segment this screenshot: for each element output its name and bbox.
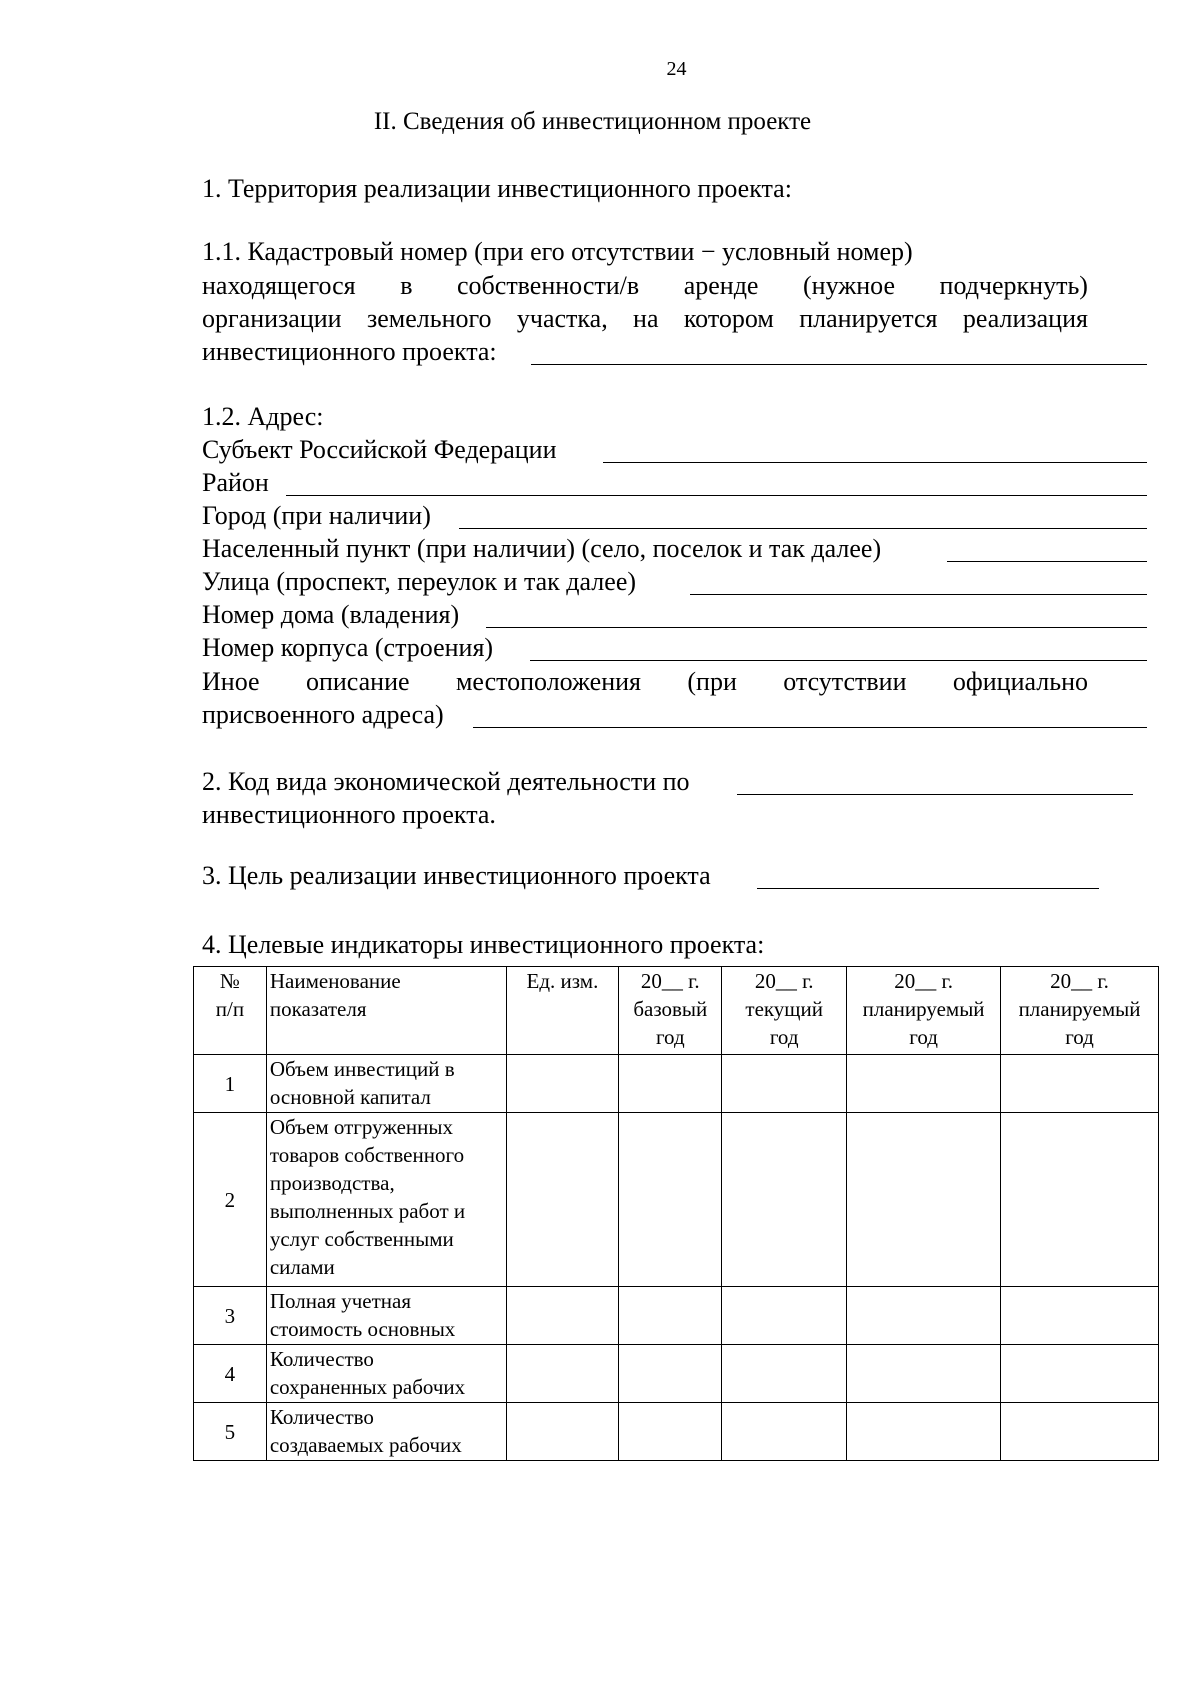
word: Иное <box>202 667 260 696</box>
value-cell[interactable] <box>619 1055 722 1113</box>
header-text: год <box>769 1025 799 1049</box>
table-header-row <box>194 967 1159 1055</box>
item-1-1-line3 <box>202 304 1088 334</box>
district-field[interactable] <box>286 495 1147 496</box>
settlement-field[interactable] <box>947 561 1147 562</box>
row-num: 1 <box>194 1055 267 1113</box>
section-title: II. Сведения об инвестиционном проекте <box>373 108 812 135</box>
item-1-1-line1: 1.1. Кадастровый номер (при его отсутствии − условный номер) <box>202 237 913 266</box>
row-name-line: Объем инвестиций в <box>269 1057 455 1081</box>
row-name-line: Объем отгруженных <box>269 1115 454 1139</box>
unit-cell[interactable] <box>506 1403 619 1461</box>
header-text: п/п <box>215 997 245 1021</box>
unit-cell[interactable] <box>506 1287 619 1345</box>
value-cell[interactable] <box>619 1403 722 1461</box>
building-label: Номер корпуса (строения) <box>202 633 494 662</box>
header-text: 20__ г. <box>1050 969 1109 993</box>
building-field[interactable] <box>530 660 1147 661</box>
value-cell[interactable] <box>619 1113 722 1287</box>
header-text: планируемый <box>862 997 985 1021</box>
city-field[interactable] <box>459 528 1147 529</box>
word: местоположения <box>455 667 641 696</box>
street-field[interactable] <box>690 594 1147 595</box>
table-row <box>194 1055 1159 1113</box>
okved-code-field[interactable] <box>737 794 1133 795</box>
word: описание <box>305 667 410 696</box>
table-row <box>194 1287 1159 1345</box>
word: участка, <box>516 304 608 333</box>
word: официально <box>952 667 1088 696</box>
word: в <box>400 271 413 300</box>
value-cell[interactable] <box>722 1113 847 1287</box>
word: организации <box>202 304 342 333</box>
house-label: Номер дома (владения) <box>202 600 460 629</box>
header-text: № <box>219 969 240 993</box>
row-num: 2 <box>194 1113 267 1287</box>
word: земельного <box>366 304 492 333</box>
row-name <box>266 1287 506 1345</box>
header-text: показателя <box>269 997 367 1021</box>
header-text: базовый <box>633 997 708 1021</box>
header-unit <box>506 967 619 1055</box>
item-4-label: 4. Целевые индикаторы инвестиционного проекта: <box>202 930 765 959</box>
other-location-line1 <box>202 667 1088 697</box>
city-label: Город (при наличии) <box>202 501 431 530</box>
row-name-line: сохраненных рабочих <box>269 1375 466 1399</box>
row-num: 5 <box>194 1403 267 1461</box>
value-cell[interactable] <box>847 1287 1001 1345</box>
word: планируется <box>799 304 938 333</box>
value-cell[interactable] <box>722 1055 847 1113</box>
row-name-line: товаров собственного <box>269 1143 465 1167</box>
subject-label: Субъект Российской Федерации <box>202 435 557 464</box>
value-cell[interactable] <box>847 1403 1001 1461</box>
word: находящегося <box>202 271 356 300</box>
value-cell[interactable] <box>1001 1287 1159 1345</box>
value-cell[interactable] <box>847 1055 1001 1113</box>
value-cell[interactable] <box>1001 1345 1159 1403</box>
item-3-label: 3. Цель реализации инвестиционного проекта <box>202 861 711 890</box>
row-name-line: услуг собственными <box>269 1227 454 1251</box>
row-num: 3 <box>194 1287 267 1345</box>
settlement-label: Населенный пункт (при наличии) (село, поселок и так далее) <box>202 534 882 563</box>
word: отсутствии <box>783 667 907 696</box>
row-name <box>266 1345 506 1403</box>
header-name <box>266 967 506 1055</box>
header-text: 20__ г. <box>894 969 953 993</box>
word: котором <box>683 304 774 333</box>
value-cell[interactable] <box>722 1287 847 1345</box>
value-cell[interactable] <box>619 1345 722 1403</box>
value-cell[interactable] <box>1001 1403 1159 1461</box>
row-name-line: Количество <box>269 1347 374 1371</box>
table-row <box>194 1403 1159 1461</box>
row-name-line: Полная учетная <box>269 1289 411 1313</box>
word: (нужное <box>803 271 895 300</box>
item-1-1-line2 <box>202 271 1088 301</box>
header-text: Наименование <box>269 969 401 993</box>
address-heading: 1.2. Адрес: <box>202 402 324 431</box>
word: (при <box>687 667 737 696</box>
street-label: Улица (проспект, переулок и так далее) <box>202 567 637 596</box>
unit-cell[interactable] <box>506 1055 619 1113</box>
item-2-line2: инвестиционного проекта. <box>202 800 496 829</box>
page-number: 24 <box>666 58 687 80</box>
cadastral-number-field[interactable] <box>531 364 1147 365</box>
header-num <box>194 967 267 1055</box>
header-year-planned-2 <box>1001 967 1159 1055</box>
word: собственности/в <box>457 271 640 300</box>
row-name-line: основной капитал <box>269 1085 431 1109</box>
table-row <box>194 1345 1159 1403</box>
row-name-line: силами <box>269 1255 335 1279</box>
other-location-field[interactable] <box>473 727 1147 728</box>
value-cell[interactable] <box>847 1113 1001 1287</box>
header-text: 20__ г. <box>640 969 700 993</box>
header-text: Ед. изм. <box>526 969 599 993</box>
value-cell[interactable] <box>722 1345 847 1403</box>
header-text: планируемый <box>1018 997 1141 1021</box>
value-cell[interactable] <box>847 1345 1001 1403</box>
row-name-line: создаваемых рабочих <box>269 1433 462 1457</box>
header-year-planned-1 <box>847 967 1001 1055</box>
value-cell[interactable] <box>1001 1055 1159 1113</box>
row-name-line: стоимость основных <box>269 1317 456 1341</box>
header-text: год <box>1065 1025 1094 1049</box>
word: подчеркнуть) <box>939 271 1088 300</box>
word: аренде <box>683 271 759 300</box>
header-text: год <box>909 1025 938 1049</box>
other-location-line2: присвоенного адреса) <box>202 700 444 729</box>
value-cell[interactable] <box>619 1287 722 1345</box>
word: на <box>633 304 659 333</box>
unit-cell[interactable] <box>506 1345 619 1403</box>
house-field[interactable] <box>486 627 1147 628</box>
table-row <box>194 1113 1159 1287</box>
header-text: год <box>655 1025 685 1049</box>
row-name-line: производства, <box>269 1171 395 1195</box>
row-name-line: Количество <box>269 1405 374 1429</box>
item-1-heading: 1. Территория реализации инвестиционного проекта: <box>202 174 792 203</box>
item-1-1-line4: инвестиционного проекта: <box>202 337 497 366</box>
unit-cell[interactable] <box>506 1113 619 1287</box>
district-label: Район <box>202 468 269 497</box>
row-name <box>266 1055 506 1113</box>
project-goal-field[interactable] <box>757 888 1099 889</box>
indicators-table <box>193 966 1159 1461</box>
value-cell[interactable] <box>722 1403 847 1461</box>
row-name <box>266 1403 506 1461</box>
word: реализация <box>962 304 1088 333</box>
value-cell[interactable] <box>1001 1113 1159 1287</box>
subject-field[interactable] <box>603 462 1147 463</box>
row-name <box>266 1113 506 1287</box>
row-num: 4 <box>194 1345 267 1403</box>
header-text: текущий <box>745 997 823 1021</box>
row-name-line: выполненных работ и <box>269 1199 466 1223</box>
header-year-current <box>722 967 847 1055</box>
header-year-base <box>619 967 722 1055</box>
header-text: 20__ г. <box>754 969 814 993</box>
item-2-line1: 2. Код вида экономической деятельности по <box>202 767 690 796</box>
